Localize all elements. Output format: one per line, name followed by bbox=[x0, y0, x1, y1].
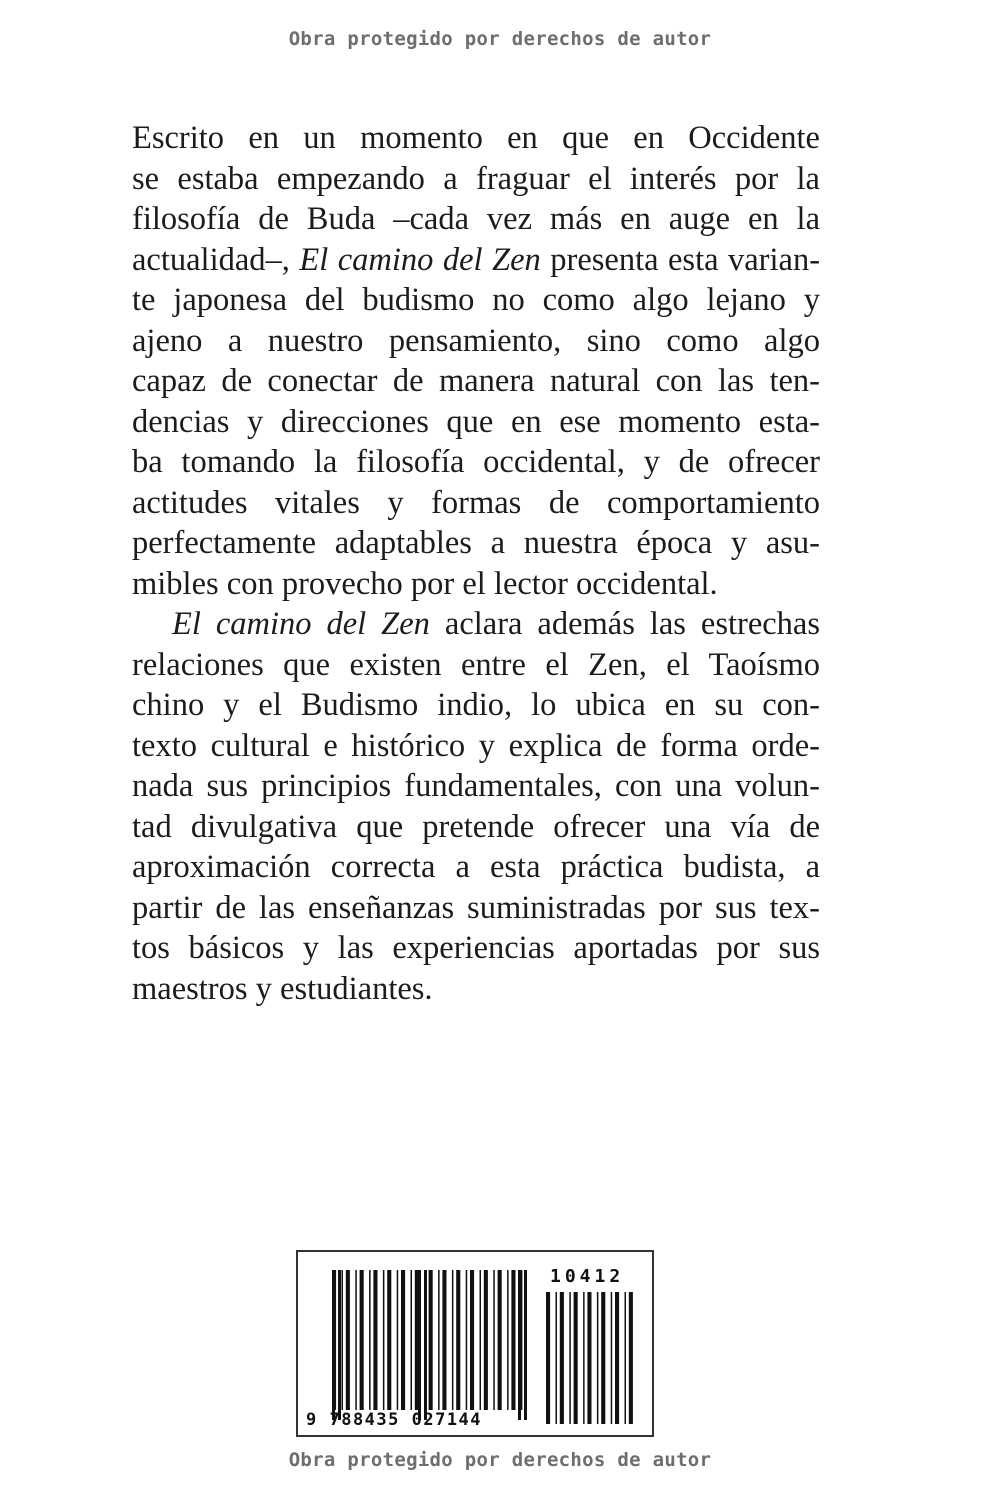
barcode-bar bbox=[493, 1270, 495, 1410]
barcode-bar bbox=[442, 1270, 446, 1410]
barcode-bar bbox=[546, 1292, 550, 1424]
back-cover-text bbox=[132, 118, 820, 1009]
barcode-bar bbox=[484, 1270, 488, 1410]
barcode-bar bbox=[569, 1292, 571, 1424]
barcode-bar bbox=[587, 1292, 591, 1424]
barcode-bar bbox=[597, 1292, 599, 1424]
text-line: dencias y direcciones que en ese momento esta- bbox=[132, 403, 820, 440]
text-line bbox=[132, 240, 820, 281]
barcode-guard-bar bbox=[418, 1270, 421, 1420]
barcode-bar bbox=[456, 1270, 460, 1410]
text-line: se estaba empezando a fraguar el interés por la bbox=[132, 160, 820, 197]
barcode-bar bbox=[611, 1292, 613, 1424]
text-line: perfectamente adaptables a nuestra época y asu- bbox=[132, 525, 820, 561]
book-title-italic: El camino del Zen bbox=[299, 241, 541, 278]
barcode-guard-bar bbox=[518, 1270, 521, 1420]
watermark-top: Obra protegido por derechos de autor bbox=[288, 28, 712, 50]
barcode-bar bbox=[411, 1270, 413, 1410]
barcode-bar bbox=[438, 1270, 440, 1410]
text-line: maestros y estudiantes. bbox=[132, 970, 433, 1007]
barcode-bar bbox=[511, 1270, 515, 1410]
text-line: ajeno a nuestro pensamiento, sino como algo bbox=[132, 322, 820, 359]
text-line: te japonesa del budismo no como algo lejano y bbox=[132, 282, 820, 318]
text-line bbox=[132, 604, 820, 645]
barcode-bar bbox=[346, 1270, 350, 1410]
barcode-bar bbox=[373, 1270, 377, 1410]
text-line: mibles con provecho por el lector occidental. bbox=[132, 565, 718, 602]
barcode-bar bbox=[397, 1270, 399, 1410]
barcode-guard-bar bbox=[338, 1270, 341, 1420]
barcode-bar bbox=[342, 1270, 344, 1410]
barcode-bar bbox=[583, 1292, 585, 1424]
text-line: texto cultural e histórico y explica de forma orde- bbox=[132, 727, 820, 764]
text-line: Escrito en un momento en que en Occidente bbox=[132, 120, 820, 156]
text-segment: aclara además las estrechas bbox=[429, 606, 820, 642]
barcode-bar bbox=[521, 1270, 523, 1410]
barcode-bar bbox=[466, 1270, 468, 1410]
barcode-guard-bar bbox=[332, 1270, 335, 1420]
text-segment: presenta esta varian- bbox=[540, 241, 821, 278]
text-line: chino y el Budismo indio, lo ubica en su con- bbox=[132, 687, 820, 723]
addon-digits: 10412 bbox=[550, 1266, 625, 1287]
isbn-digits: 9 788435 027144 bbox=[306, 1410, 483, 1430]
text-line: nada sus principios fundamentales, con una volun- bbox=[132, 768, 820, 804]
barcode-bar bbox=[369, 1270, 371, 1410]
barcode-bar bbox=[615, 1292, 619, 1424]
barcode-bar bbox=[574, 1292, 578, 1424]
watermark-bottom: Obra protegido por derechos de autor bbox=[288, 1449, 712, 1471]
text-line: relaciones que existen entre el Zen, el Taoísmo bbox=[132, 646, 820, 683]
barcode-bar bbox=[480, 1270, 482, 1410]
text-line: filosofía de Buda –cada vez más en auge en la bbox=[132, 201, 820, 237]
barcode-guard-bar bbox=[524, 1270, 527, 1420]
barcode-guard-bar bbox=[424, 1270, 427, 1420]
text-line: ba tomando la filosofía occidental, y de ofrecer bbox=[132, 444, 820, 480]
barcode-bar bbox=[601, 1292, 605, 1424]
barcode-bar bbox=[401, 1270, 405, 1410]
barcode-bar bbox=[629, 1292, 633, 1424]
book-title-italic: El camino del Zen bbox=[172, 606, 430, 642]
barcode-bar bbox=[429, 1270, 433, 1410]
text-line: tad divulgativa que pretende ofrecer una vía de bbox=[132, 808, 820, 845]
text-line: aproximación correcta a esta práctica budista, a bbox=[132, 849, 820, 885]
barcode-bar bbox=[452, 1270, 454, 1410]
text-line: capaz de conectar de manera natural con las ten- bbox=[132, 363, 820, 399]
barcode bbox=[296, 1250, 654, 1437]
barcode-bar bbox=[360, 1270, 364, 1410]
barcode-bar bbox=[560, 1292, 564, 1424]
barcode-bar bbox=[556, 1292, 558, 1424]
text-line: partir de las enseñanzas suministradas por sus tex- bbox=[132, 889, 820, 926]
barcode-bar bbox=[507, 1270, 509, 1410]
barcode-bar bbox=[383, 1270, 385, 1410]
text-line: actitudes vitales y formas de comportamiento bbox=[132, 484, 820, 521]
barcode-bar bbox=[625, 1292, 627, 1424]
text-line: tos básicos y las experiencias aportadas por sus bbox=[132, 930, 820, 966]
barcode-bar bbox=[470, 1270, 474, 1410]
barcode-bar bbox=[498, 1270, 502, 1410]
text-segment: actualidad–, bbox=[132, 241, 300, 278]
barcode-bar bbox=[387, 1270, 391, 1410]
barcode-bar bbox=[355, 1270, 357, 1410]
